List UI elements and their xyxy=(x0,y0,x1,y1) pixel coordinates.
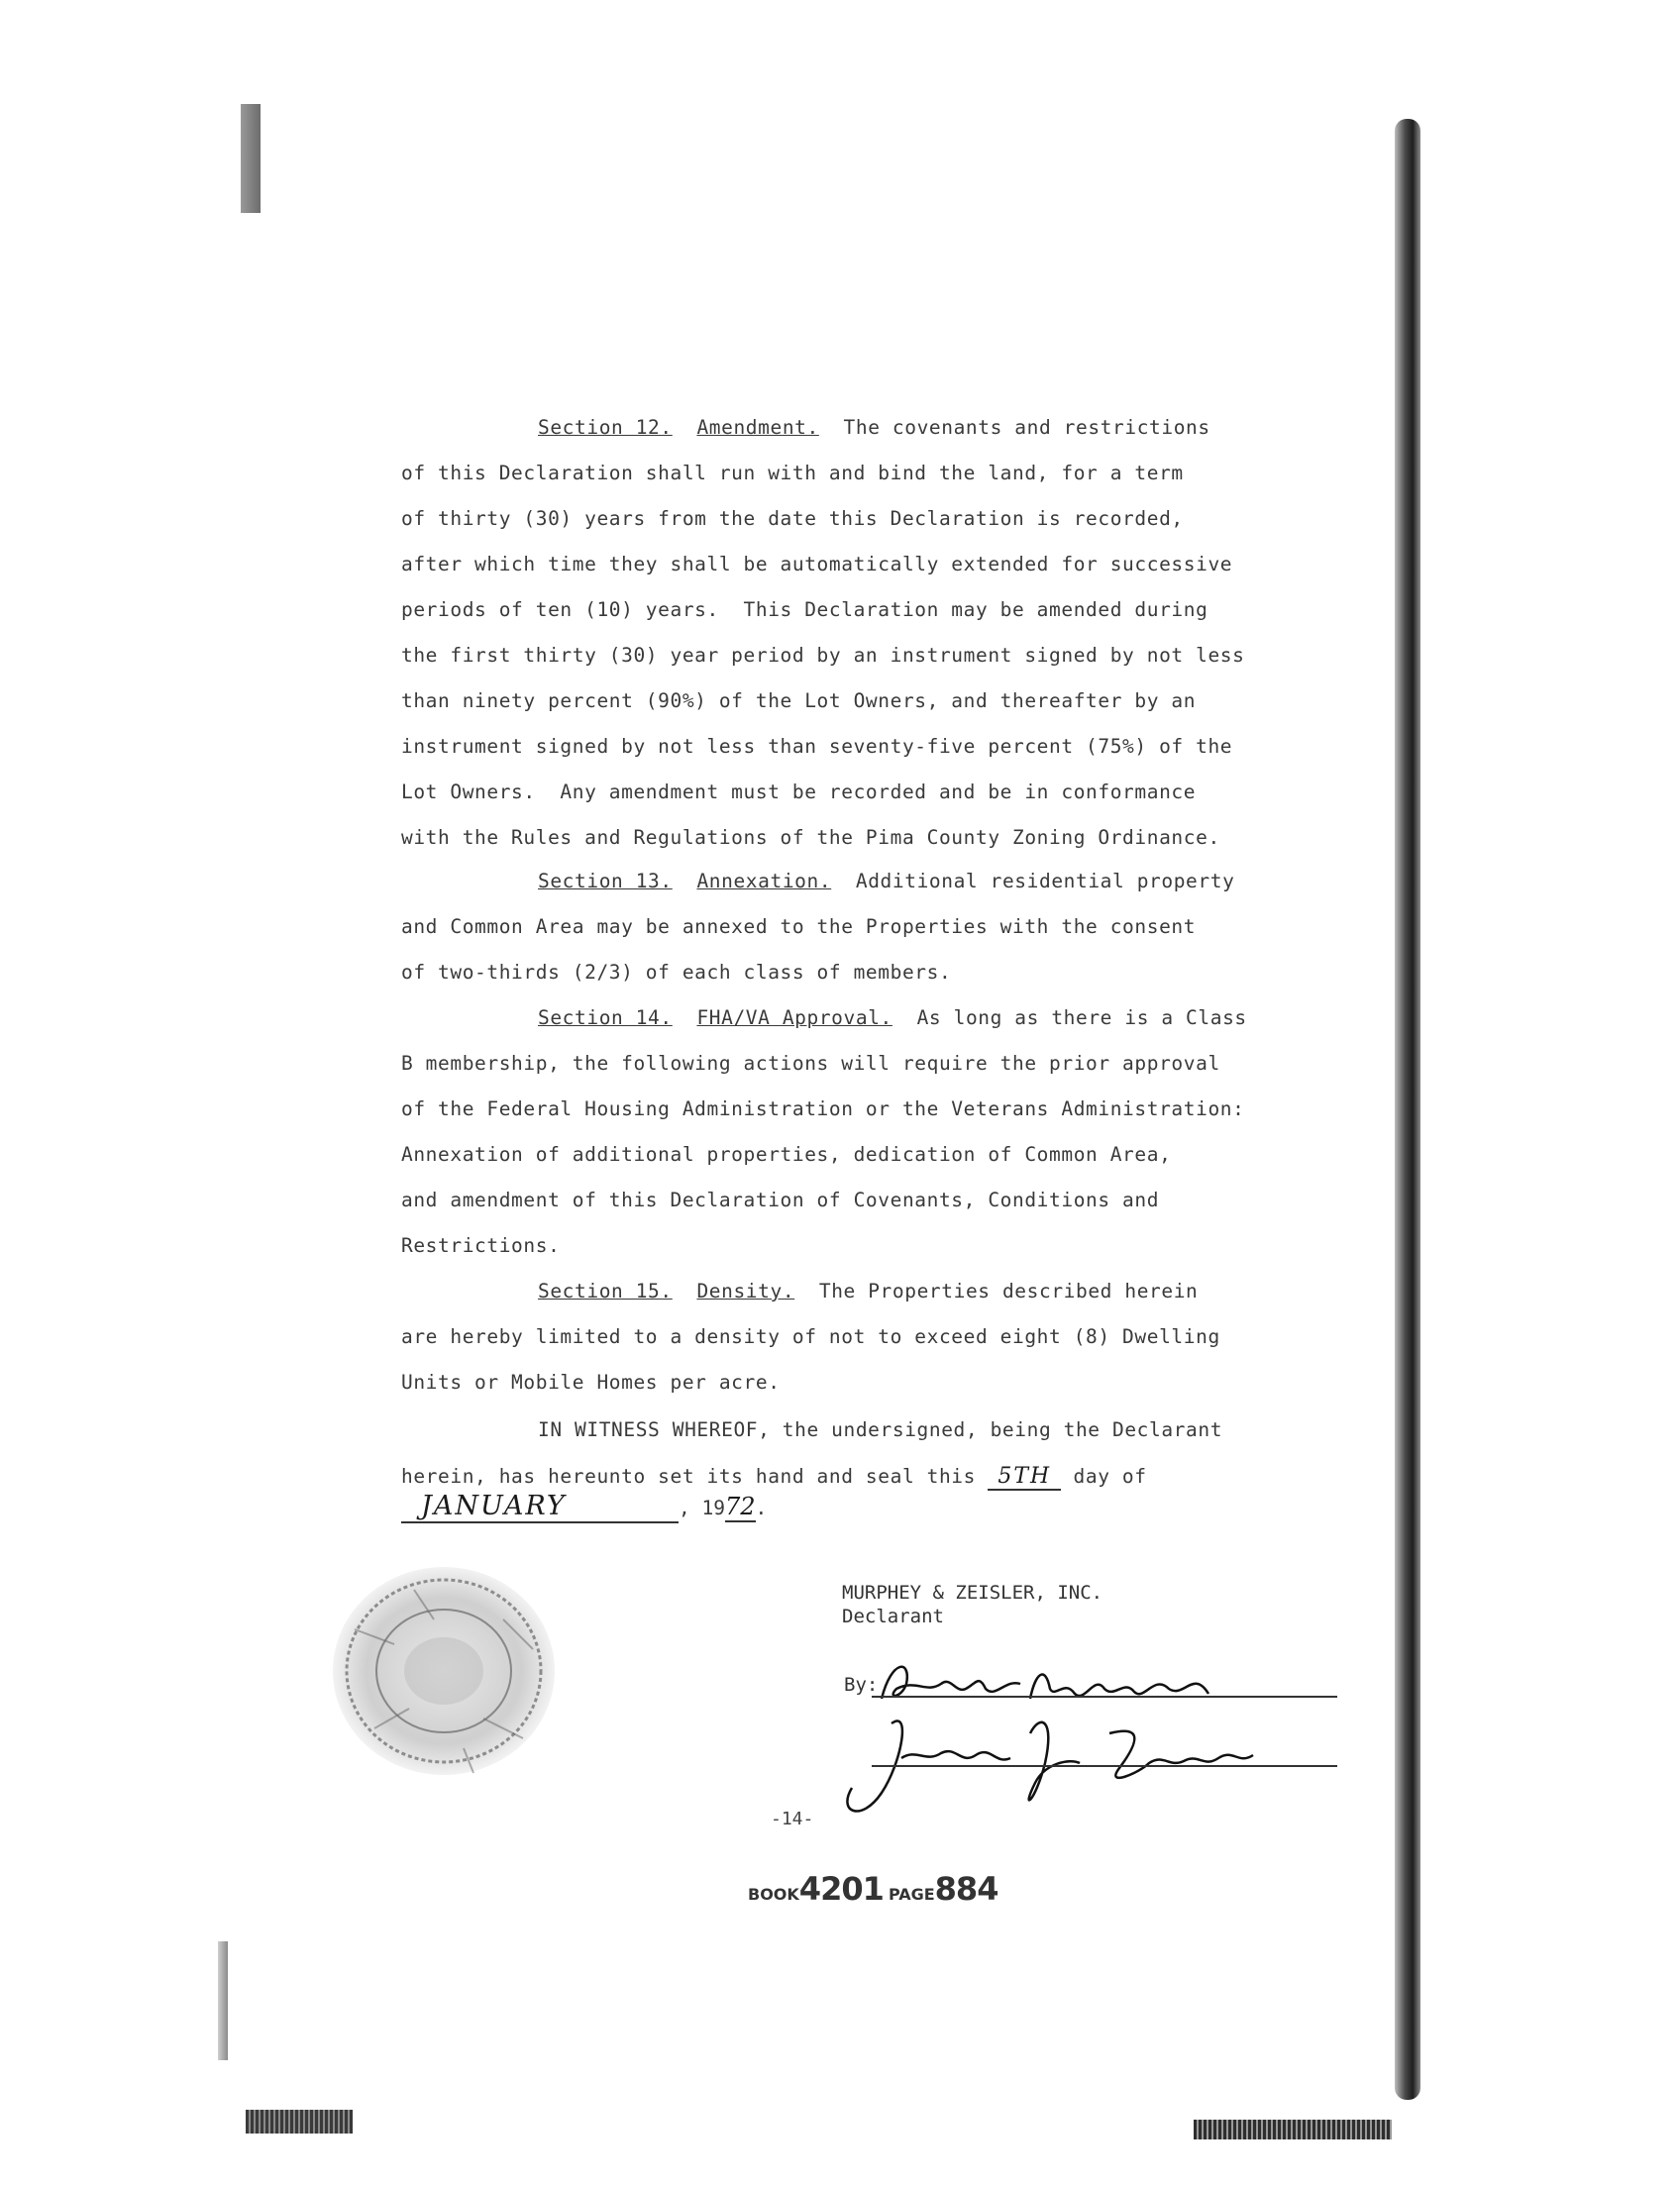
signature-line-2 xyxy=(872,1765,1337,1767)
book-label: BOOK xyxy=(748,1885,799,1904)
section-12-heading: Section 12. xyxy=(538,416,673,439)
section-12-line-6: than ninety percent (90%) of the Lot Owners, and thereafter by an xyxy=(401,689,1197,712)
section-13-line-1: and Common Area may be annexed to the Properties with the consent xyxy=(401,915,1197,938)
section-13-title: Annexation. xyxy=(696,870,832,892)
section-14-line-4: and amendment of this Declaration of Covenants, Conditions and xyxy=(401,1189,1160,1211)
section-14-line-0 xyxy=(401,1006,1247,1029)
section-14-line-1: B membership, the following actions will require the prior approval xyxy=(401,1052,1220,1075)
witness-line-1: IN WITNESS WHEREOF, the undersigned, being the Declarant xyxy=(538,1418,1223,1441)
section-12-line-5: the first thirty (30) year period by an instrument signed by not less xyxy=(401,644,1245,667)
section-13-line-2: of two-thirds (2/3) of each class of members. xyxy=(401,961,952,984)
section-15-title: Density. xyxy=(696,1280,795,1302)
section-12-line-0 xyxy=(401,416,1210,439)
recording-stamp xyxy=(748,1870,998,1908)
scan-edge-left-low xyxy=(218,1941,228,2060)
section-14-line-2: of the Federal Housing Administration or the Veterans Administration: xyxy=(401,1097,1245,1120)
witness-day-of: day of xyxy=(1073,1465,1147,1488)
company-name: MURPHEY & ZEISLER, INC. xyxy=(842,1582,1103,1604)
section-12-text: The covenants and restrictions xyxy=(843,416,1210,439)
declarant-role: Declarant xyxy=(842,1606,944,1627)
witness-year-prefix: , 19 xyxy=(679,1497,725,1519)
signature-2 xyxy=(832,1704,1308,1832)
section-12-title: Amendment. xyxy=(696,416,819,439)
section-13-heading: Section 13. xyxy=(538,870,673,892)
section-14-line-5: Restrictions. xyxy=(401,1234,561,1257)
declarant-block xyxy=(842,1581,1102,1628)
section-12-line-7: instrument signed by not less than seventy-five percent (75%) of the xyxy=(401,735,1233,758)
signature-line-1 xyxy=(872,1696,1337,1698)
section-15-line-0 xyxy=(401,1280,1198,1302)
section-12-line-2: of thirty (30) years from the date this Declaration is recorded, xyxy=(401,507,1184,530)
scan-edge-right xyxy=(1395,119,1420,2100)
section-15-line-1: are hereby limited to a density of not to exceed eight (8) Dwelling xyxy=(401,1325,1220,1348)
section-14-text: As long as there is a Class xyxy=(916,1006,1247,1029)
witness-year-suffix: 72 xyxy=(724,1493,756,1520)
section-13-text: Additional residential property xyxy=(855,870,1235,892)
section-15-heading: Section 15. xyxy=(538,1280,673,1302)
scan-artifact-bottom-left xyxy=(246,2110,353,2134)
section-12-line-9: with the Rules and Regulations of the Pima County Zoning Ordinance. xyxy=(401,826,1220,849)
page-number: -14- xyxy=(771,1809,814,1829)
witness-date-line xyxy=(401,1491,767,1523)
scan-artifact-bottom-right xyxy=(1194,2120,1392,2139)
section-14-title: FHA/VA Approval. xyxy=(696,1006,892,1029)
section-13-line-0 xyxy=(401,870,1234,892)
section-12-line-3: after which time they shall be automatically extended for successive xyxy=(401,553,1233,575)
witness-line-2 xyxy=(401,1464,1147,1489)
section-14-line-3: Annexation of additional properties, dedication of Common Area, xyxy=(401,1143,1172,1166)
section-12-line-4: periods of ten (10) years. This Declaration may be amended during xyxy=(401,598,1208,621)
section-15-line-2: Units or Mobile Homes per acre. xyxy=(401,1371,781,1394)
corporate-seal-stamp xyxy=(315,1550,573,1793)
witness-year-end: . xyxy=(755,1497,768,1519)
by-label: By: xyxy=(844,1674,879,1696)
page-label: PAGE xyxy=(888,1885,935,1904)
witness-line-2-text: herein, has hereunto set its hand and seal this xyxy=(401,1465,976,1488)
recording-page-number: 884 xyxy=(934,1870,998,1908)
scan-edge-left xyxy=(241,104,261,213)
witness-month: JANUARY xyxy=(401,1491,679,1523)
section-12-line-1: of this Declaration shall run with and bind the land, for a term xyxy=(401,462,1184,484)
section-12-line-8: Lot Owners. Any amendment must be recorded and be in conformance xyxy=(401,781,1197,803)
book-number: 4201 xyxy=(798,1870,884,1908)
witness-day: 5TH xyxy=(988,1464,1061,1491)
section-15-text: The Properties described herein xyxy=(818,1280,1199,1302)
section-14-heading: Section 14. xyxy=(538,1006,673,1029)
